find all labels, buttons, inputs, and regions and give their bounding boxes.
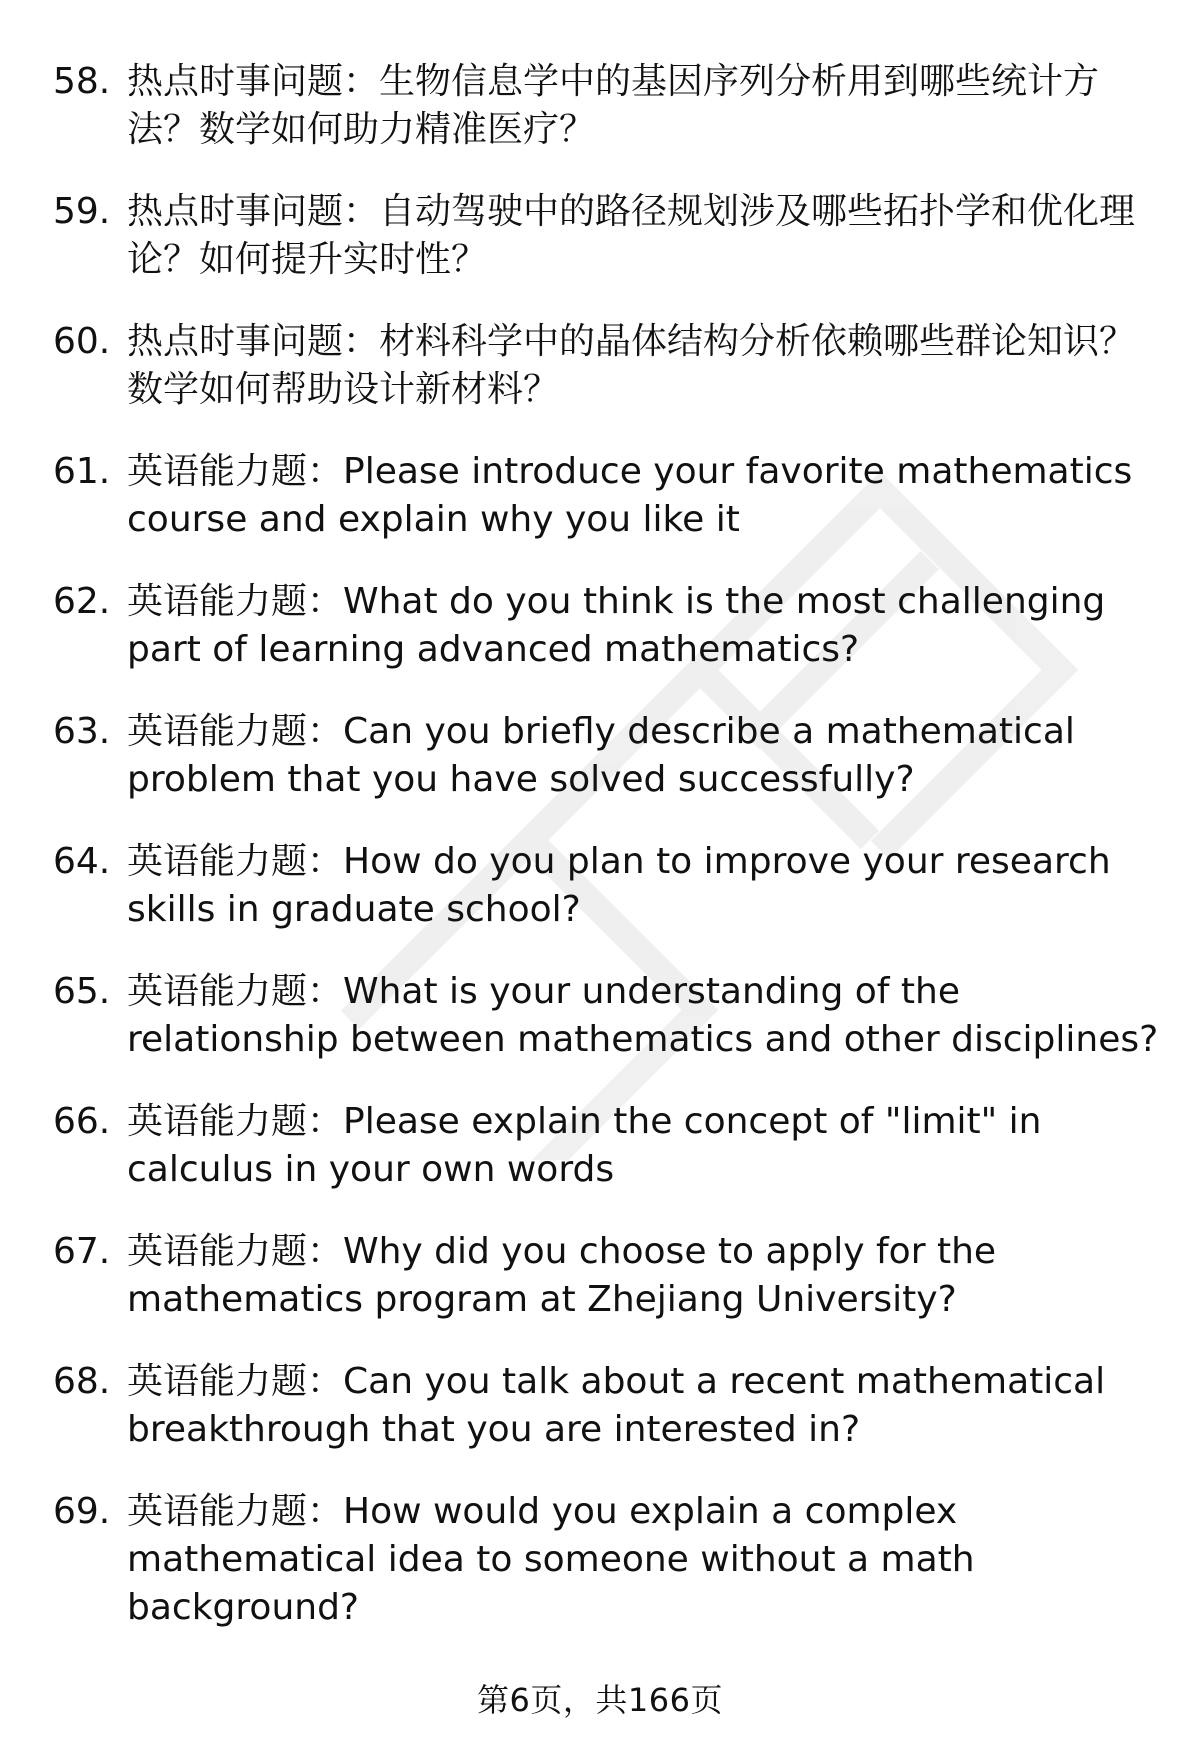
question-item xyxy=(53,838,1163,934)
question-text: 热点时事问题：生物信息学中的基因序列分析用到哪些统计方法？数学如何助力精准医疗？ xyxy=(127,61,1100,150)
question-item xyxy=(53,1228,1163,1324)
question-text: 英语能力题：What do you think is the most challenging part of learning advanced mathematics? xyxy=(127,581,1106,670)
page-footer: 第6页，共166页 xyxy=(477,1681,723,1719)
question-item xyxy=(53,1488,1163,1632)
question-item xyxy=(53,1098,1163,1194)
question-item xyxy=(53,58,1163,154)
question-number: 68. xyxy=(53,1361,111,1402)
question-number: 65. xyxy=(53,971,111,1012)
question-text: 英语能力题：Why did you choose to apply for the mathematics program at Zhejiang University? xyxy=(127,1231,997,1320)
question-number: 61. xyxy=(53,451,111,492)
question-text: 英语能力题：Please explain the concept of "limit" in calculus in your own words xyxy=(127,1101,1042,1190)
question-number: 69. xyxy=(53,1491,111,1532)
question-text: 热点时事问题：自动驾驶中的路径规划涉及哪些拓扑学和优化理论？如何提升实时性？ xyxy=(127,191,1136,280)
question-text: 英语能力题：Can you talk about a recent mathematical breakthrough that you are interested in? xyxy=(127,1361,1106,1450)
question-list xyxy=(53,58,1163,1666)
question-number: 59. xyxy=(53,191,111,232)
question-number: 63. xyxy=(53,711,111,752)
question-text: 英语能力题：How would you explain a complex mathematical idea to someone without a math background? xyxy=(127,1491,975,1628)
question-number: 67. xyxy=(53,1231,111,1272)
question-number: 58. xyxy=(53,61,111,102)
question-text: 英语能力题：How do you plan to improve your research skills in graduate school? xyxy=(127,841,1111,930)
question-number: 60. xyxy=(53,321,111,362)
question-item xyxy=(53,318,1163,414)
question-text: 热点时事问题：材料科学中的晶体结构分析依赖哪些群论知识？数学如何帮助设计新材料？ xyxy=(127,321,1136,410)
question-item xyxy=(53,188,1163,284)
question-item xyxy=(53,1358,1163,1454)
question-text: 英语能力题：Please introduce your favorite mathematics course and explain why you like it xyxy=(127,451,1133,540)
question-number: 66. xyxy=(53,1101,111,1142)
question-number: 64. xyxy=(53,841,111,882)
question-item xyxy=(53,448,1163,544)
question-number: 62. xyxy=(53,581,111,622)
question-item xyxy=(53,708,1163,804)
question-text: 英语能力题：What is your understanding of the relationship between mathematics and other disciplines? xyxy=(127,971,1159,1060)
question-item xyxy=(53,578,1163,674)
question-item xyxy=(53,968,1163,1064)
question-text: 英语能力题：Can you briefly describe a mathematical problem that you have solved successfully? xyxy=(127,711,1075,800)
